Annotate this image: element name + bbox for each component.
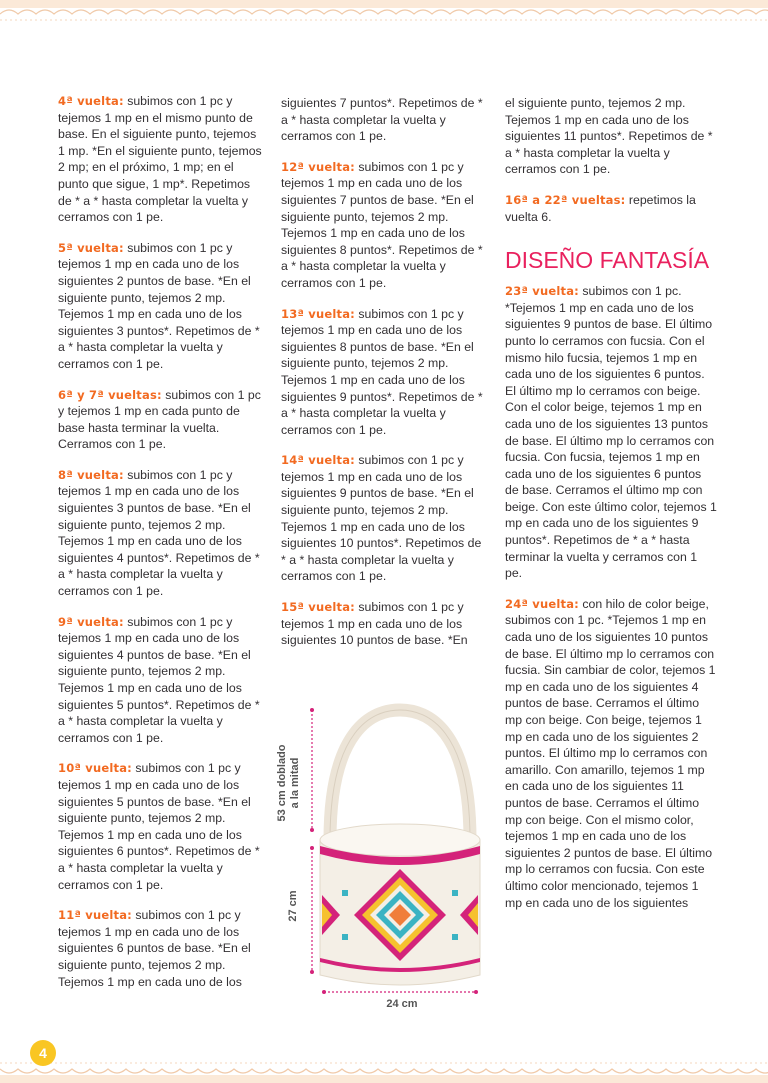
instruction-paragraph — [281, 452, 487, 585]
instruction-text: subimos con 1 pc y tejemos 1 mp en cada uno de los siguientes 4 puntos de base. *En el siguiente punto, tejemos 2 mp. Tejemos 1 mp en cada uno de los siguientes 5 puntos*. Repetimos de * a * hasta completar la vuelta y cerramos con 1 pe. — [58, 614, 260, 745]
bottom-decorative-border — [0, 1057, 768, 1083]
instruction-text: repetimos la vuelta 6. — [505, 192, 696, 224]
instruction-paragraph — [58, 93, 264, 226]
round-heading: 4ª vuelta: — [58, 94, 124, 108]
round-heading: 10ª vuelta: — [58, 761, 132, 776]
instruction-paragraph — [58, 614, 264, 747]
width-dimension-label: 24 cm — [386, 998, 418, 1010]
round-heading: 13ª vuelta: — [281, 306, 355, 321]
instruction-text: subimos con 1 pc y tejemos 1 mp en cada uno de los siguientes 8 puntos de base. *En el siguiente punto, tejemos 2 mp. Tejemos 1 mp en cada uno de los siguientes 9 puntos*. Repetimos de * a * hasta completar la vuelta y cerramos con 1 pe. — [281, 306, 483, 437]
round-heading: 9ª vuelta: — [58, 614, 124, 629]
instruction-paragraph — [281, 306, 487, 439]
text-column-2 — [281, 95, 487, 663]
column-3-bottom — [505, 283, 717, 911]
handle-label-line-2: a la mitad — [289, 757, 301, 809]
instruction-paragraph — [505, 192, 717, 225]
instruction-text: subimos con 1 pc y tejemos 1 mp en cada punto de base hasta terminar la vuelta. Cerramos con 1 pe. — [58, 387, 261, 452]
handle-dimension-label — [276, 728, 302, 838]
instruction-paragraph — [58, 467, 264, 600]
round-heading: 8ª vuelta: — [58, 467, 124, 482]
round-heading: 14ª vuelta: — [281, 453, 355, 468]
text-column-1 — [58, 93, 264, 1004]
section-title: DISEÑO FANTASÍA — [505, 247, 710, 274]
instruction-paragraph — [505, 283, 717, 582]
round-heading: 5ª vuelta: — [58, 240, 124, 255]
instruction-text: con hilo de color beige, subimos con 1 pc. *Tejemos 1 mp en cada uno de los siguientes 10 puntos de base. El último mp lo cerramos con fucsia. Sin cambiar de color, tejemos 1 mp en cada uno de los siguientes 4 puntos de base. Cerramos el último mp con beige. Con beige, tejemos 1 mp en cada uno de los siguientes 2 puntos. El último mp lo cerramos con amarillo. Con amarillo, tejemos 1 mp en cada uno de los siguientes 11 puntos de base. Cerramos el último mp con beige. Con el mismo color, tejemos 1 mp en cada uno de los siguientes 2 puntos de base. El último mp lo cerramos con fucsia. Con este último color mencionado, tejemos 1 mp en cada uno de los siguientes — [505, 596, 716, 910]
height-dimension-label: 27 cm — [287, 890, 299, 922]
instruction-paragraph — [281, 95, 487, 145]
round-heading: 6ª y 7ª vueltas: — [58, 387, 162, 402]
instruction-text: subimos con 1 pc y tejemos 1 mp en cada uno de los siguientes 5 puntos de base. *En el siguiente punto, tejemos 2 mp. Tejemos 1 mp en cada uno de los siguientes 6 puntos*. Repetimos de * a * hasta completar la vuelta y cerramos con 1 pe. — [58, 761, 260, 892]
round-heading: 12ª vuelta: — [281, 159, 355, 174]
instruction-text: subimos con 1 pc y tejemos 1 mp en el mismo punto de base. En el siguiente punto, tejemos 1 mp. *En el siguiente punto, tejemos 2 mp; en el próximo, 1 mp; en el punto que sigue, 1 mp*. Repetimos de * a * hasta completar la vuelta y cerramos con 1 pe. — [58, 94, 262, 225]
column-3-top — [505, 95, 717, 225]
instruction-text: subimos con 1 pc y tejemos 1 mp en cada uno de los siguientes 3 puntos de base. *En el siguiente punto, tejemos 2 mp. Tejemos 1 mp en cada uno de los siguientes 4 puntos*. Repetimos de * a * hasta completar la vuelta y cerramos con 1 pe. — [58, 467, 260, 599]
bag-drawing — [272, 690, 504, 1020]
top-decorative-border — [0, 0, 768, 26]
instruction-text: subimos con 1 pc y tejemos 1 mp en cada uno de los siguientes 6 puntos de base. *En el siguiente punto, tejemos 2 mp. Tejemos 1 mp en cada uno de los — [58, 908, 251, 989]
instruction-text: siguientes 7 puntos*. Repetimos de * a * hasta completar la vuelta y cerramos con 1 pe. — [281, 96, 483, 144]
round-heading: 24ª vuelta: — [505, 596, 579, 611]
page-number-badge: 4 — [30, 1040, 56, 1066]
instruction-paragraph — [58, 240, 264, 373]
round-heading: 16ª a 22ª vueltas: — [505, 192, 626, 207]
instruction-paragraph — [505, 95, 717, 178]
instruction-text: subimos con 1 pc. *Tejemos 1 mp en cada uno de los siguientes 9 puntos de base. El último punto lo cerramos con fucsia. Con el mismo hilo fucsia, tejemos 1 mp en cada uno de los siguientes 6 puntos. El último mp lo cerramos con beige. Con el color beige, tejemos 1 mp en cada uno de los siguientes 13 puntos de base. El último mp lo cerramos con fucsia. Con fucsia, tejemos 1 mp en cada uno de los siguientes 6 puntos de base. Cerramos el último mp con beige. Con este último color, tejemos 1 mp en cada uno de los siguientes 9 puntos*. Repetimos de * a * hasta terminar la vuelta y cerramos con 1 pe. — [505, 284, 717, 581]
instruction-paragraph — [281, 159, 487, 292]
instruction-text: subimos con 1 pc y tejemos 1 mp en cada uno de los siguientes 9 puntos de base. *En el siguiente punto, tejemos 2 mp. Tejemos 1 mp en cada uno de los siguientes 10 puntos*. Repetimos de * a * hasta completar la vuelta y cerramos con 1 pe. — [281, 453, 482, 584]
instruction-text: subimos con 1 pc y tejemos 1 mp en cada uno de los siguientes 7 puntos de base. *En el siguiente punto, tejemos 2 mp. Tejemos 1 mp en cada uno de los siguientes 8 puntos*. Repetimos de * a * hasta completar la vuelta y cerramos con 1 pe. — [281, 159, 483, 290]
text-column-3 — [505, 95, 717, 925]
instruction-paragraph — [505, 596, 717, 911]
instruction-paragraph — [58, 387, 264, 453]
instruction-text: subimos con 1 pc y tejemos 1 mp en cada uno de los siguientes 2 puntos de base. *En el siguiente punto, tejemos 2 mp. Tejemos 1 mp en cada uno de los siguientes 3 puntos*. Repetimos de * a * hasta completar la vuelta y cerramos con 1 pe. — [58, 240, 260, 371]
bag-illustration — [272, 690, 504, 1020]
round-heading: 11ª vuelta: — [58, 908, 132, 923]
instruction-text: el siguiente punto, tejemos 2 mp. Tejemos 1 mp en cada uno de los siguientes 11 puntos*. Repetimos de * a * hasta completar la vuelta y cerramos con 1 pe. — [505, 96, 713, 177]
instruction-paragraph — [58, 760, 264, 893]
instruction-text: subimos con 1 pc y tejemos 1 mp en cada uno de los siguientes 10 puntos de base. *En — [281, 600, 468, 648]
handle-label-line-1: 53 cm doblado — [276, 744, 288, 822]
round-heading: 15ª vuelta: — [281, 600, 355, 615]
instruction-paragraph — [58, 907, 264, 990]
instruction-paragraph — [281, 599, 487, 649]
round-heading: 23ª vuelta: — [505, 284, 579, 299]
